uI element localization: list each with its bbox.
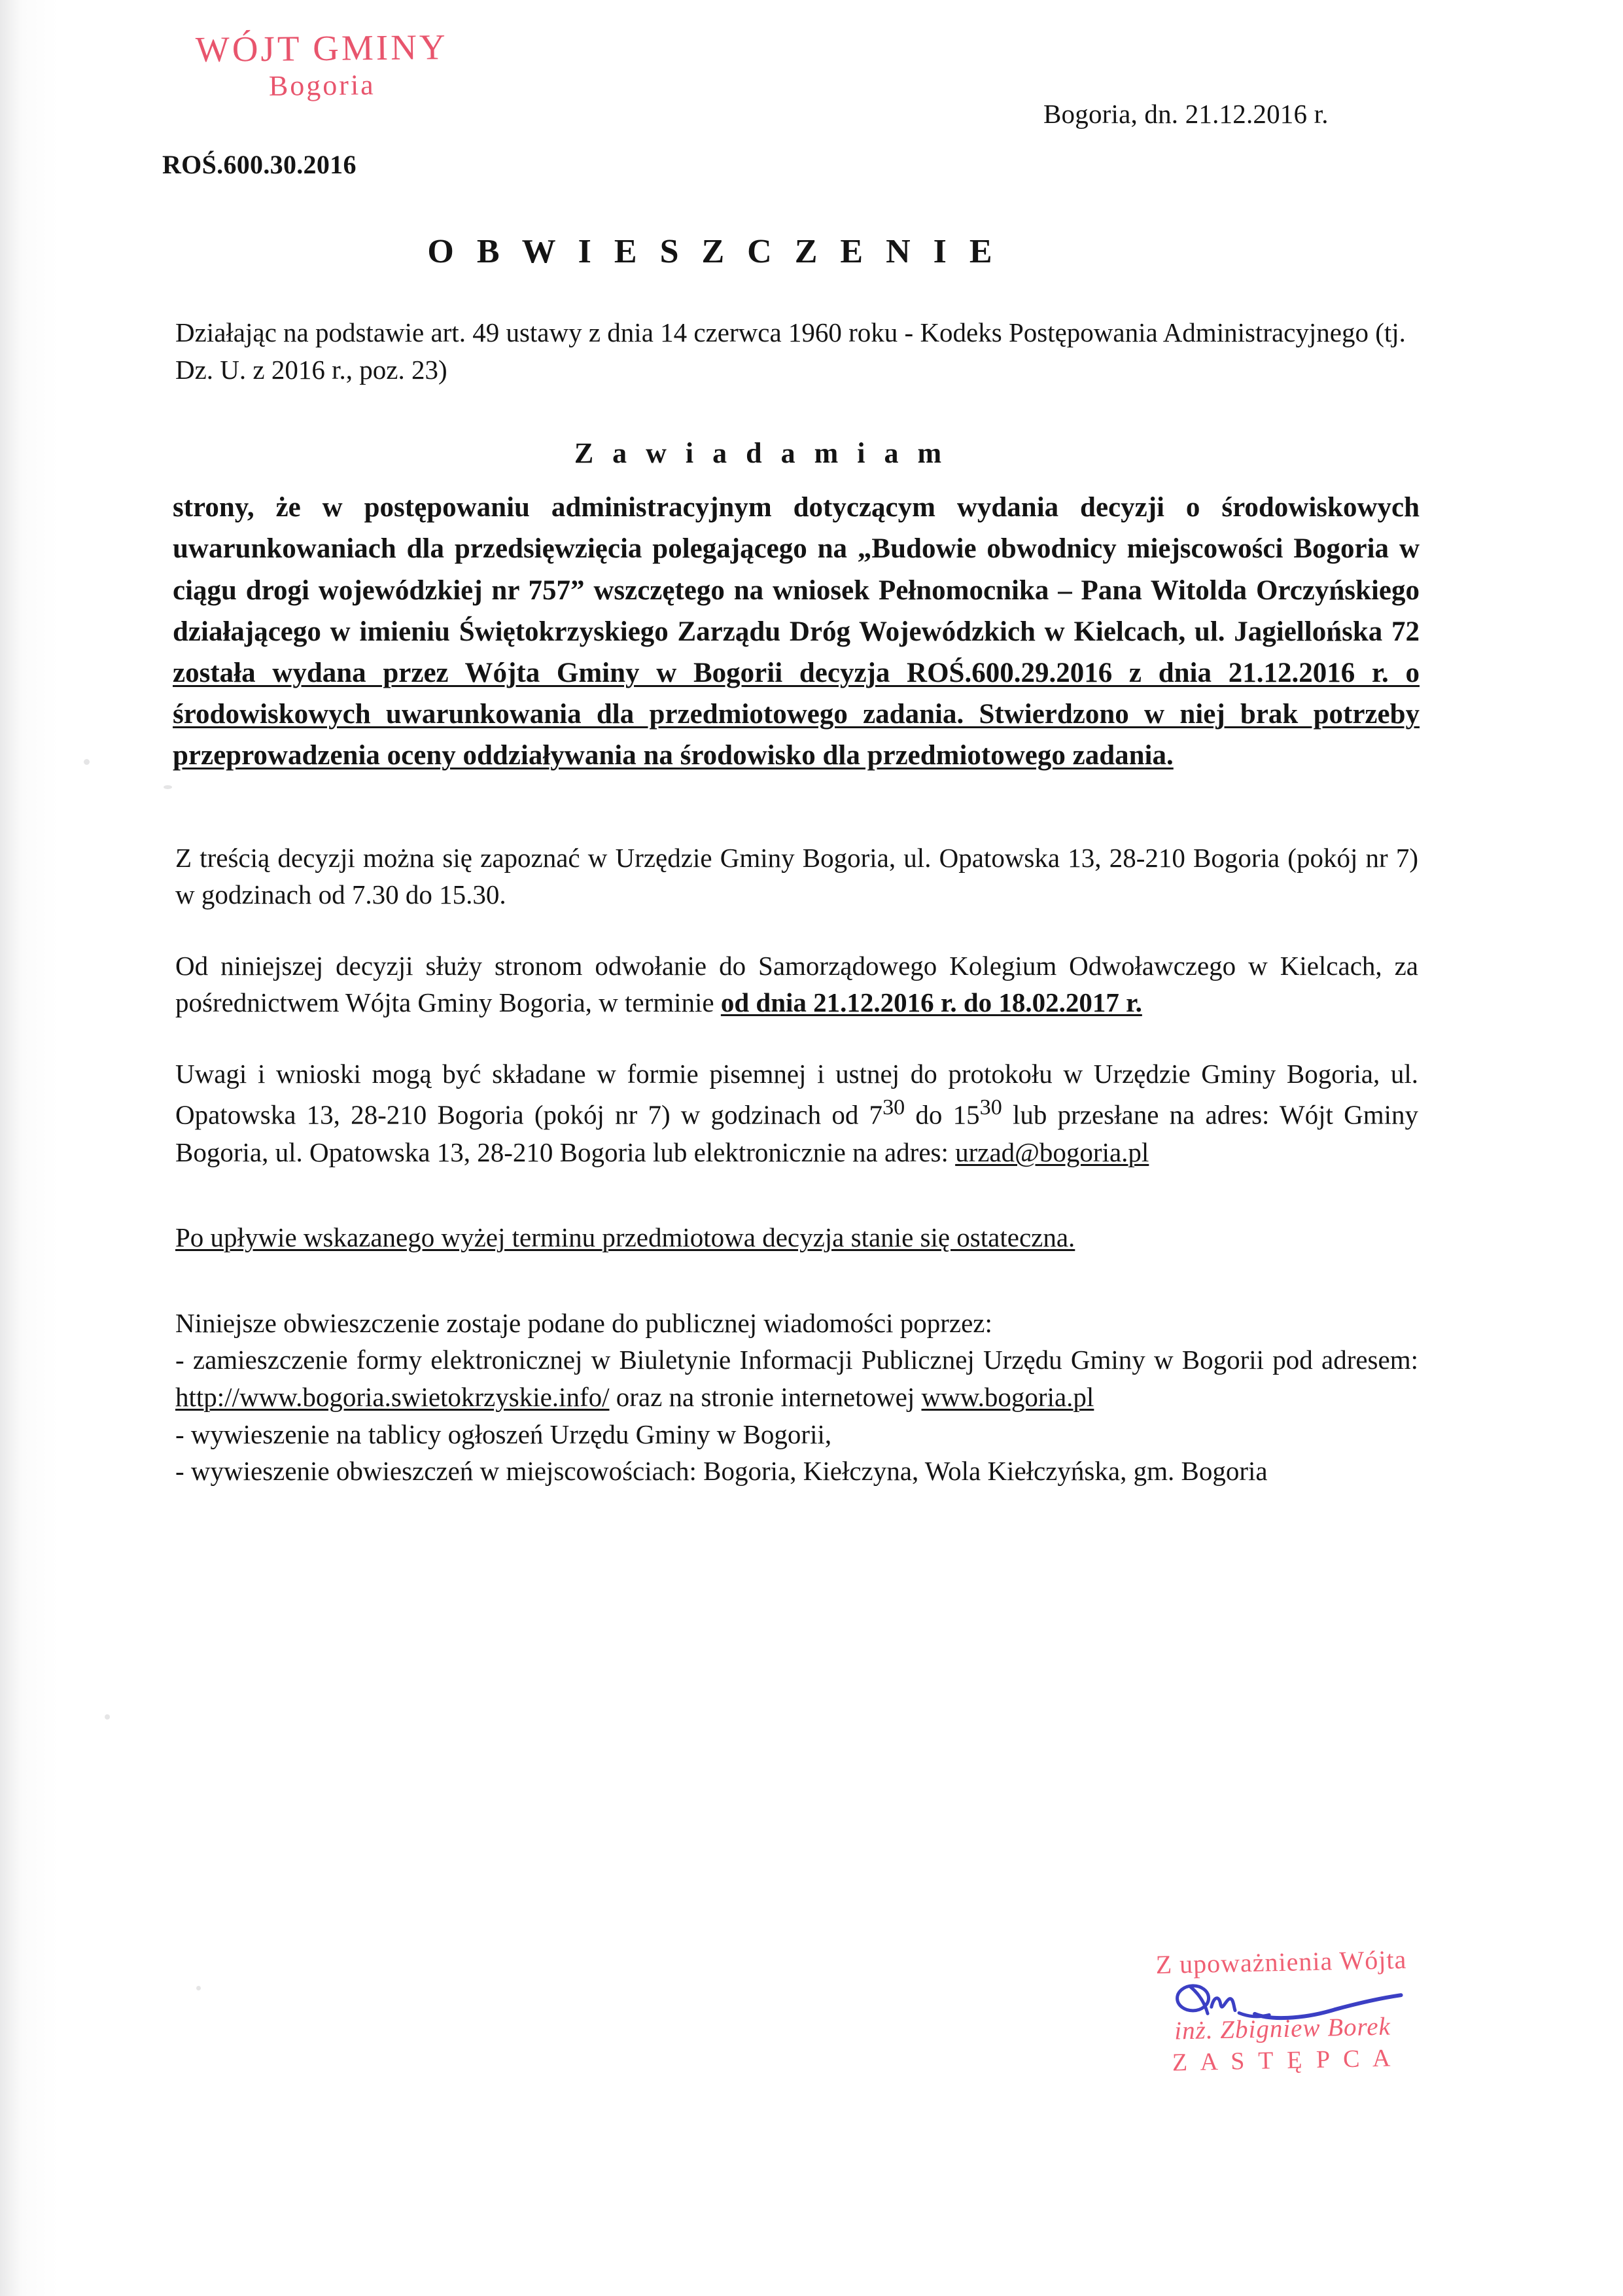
comments-part1: Uwagi i wnioski mogą być składane w formie pisemnej i ustnej do protokołu w Urzędzie Gminy Bogoria, ul. Opatowska 13, 28-210 Bogoria (pokój nr 7) w godzinach od 7	[175, 1058, 1418, 1131]
access-paragraph: Z treścią decyzji można się zapoznać w Urzędzie Gminy Bogoria, ul. Opatowska 13, 28-210 Bogoria (pokój nr 7) w godzinach od 7.30 do 15.30.	[175, 842, 1418, 910]
signature-authorization: Z upoważnienia Wójta	[1155, 1945, 1407, 1980]
publication-item-villages: - wywieszenie obwieszczeń w miejscowościach: Bogoria, Kiełczyna, Wola Kiełczyńska, gm. Bogoria	[175, 1456, 1268, 1487]
main-statement-underlined: została wydana przez Wójta Gminy w Bogorii decyzja ROŚ.600.29.2016 z dnia 21.12.2016 r. o środowiskowych uwarunkowania dla przedmiotowego zadania. Stwierdzono w niej brak potrzeby przeprowadzenia oceny oddziaływania na środowisko dla przedmiotowego zadania.	[173, 657, 1420, 771]
appeal-text: Od niniejszej decyzji służy stronom odwołanie do Samorządowego Kolegium Odwoławczego w Kielcach, za pośrednictwem Wójta Gminy Bogoria, w terminie	[175, 950, 1418, 1018]
comments-part3: lub przesłane na adres: Wójt Gminy Bogoria, ul. Opatowska 13, 28-210 Bogoria lub elektronicznie na adres:	[175, 1100, 1419, 1167]
scan-speck	[164, 785, 172, 789]
publication-item1-pre: - zamieszczenie formy elektronicznej w Biuletynie Informacji Publicznej Urzędu Gminy w Bogorii pod adresem:	[175, 1345, 1418, 1375]
comments-part2: do 15	[905, 1100, 980, 1131]
notify-heading: Z a w i a d a m i a m	[574, 437, 948, 470]
case-number: ROŚ.600.30.2016	[162, 150, 357, 179]
comments-sup-open: 30	[882, 1095, 905, 1120]
main-statement	[173, 487, 1420, 776]
page-title: O B W I E S Z C Z E N I E	[427, 233, 1000, 270]
office-stamp	[151, 28, 492, 101]
signature-name: inż. Zbigniew Borek	[1174, 2012, 1391, 2045]
intro-paragraph: Działając na podstawie art. 49 ustawy z dnia 14 czerwca 1960 roku - Kodeks Postępowania Administracyjnego (tj. Dz. U. z 2016 r., poz. 23)	[175, 317, 1406, 385]
comments-sup-close: 30	[979, 1095, 1002, 1120]
final-notice-text: Po upływie wskazanego wyżej terminu przedmiotowa decyzja stanie się ostateczna.	[175, 1222, 1075, 1253]
website-url-link[interactable]: www.bogoria.pl	[921, 1382, 1094, 1413]
signature-block	[1072, 1942, 1493, 2079]
appeal-deadline: od dnia 21.12.2016 r. do 18.02.2017 r.	[720, 987, 1142, 1018]
publication-item-board: - wywieszenie na tablicy ogłoszeń Urzędu Gminy w Bogorii,	[175, 1419, 832, 1449]
signature-role: Z A S T Ę P C A	[1172, 2044, 1395, 2077]
scan-speck	[84, 759, 90, 765]
office-stamp-line1: WÓJT GMINY	[195, 26, 448, 70]
document-body	[175, 314, 1418, 1490]
publication-item-electronic	[175, 1341, 1418, 1415]
email-link[interactable]: urzad@bogoria.pl	[955, 1137, 1149, 1167]
main-statement-plain: strony, że w postępowaniu administracyjnym dotyczącym wydania decyzji o środowiskowych uwarunkowaniach dla przedsięwzięcia polegającego na „Budowie obwodnicy miejscowości Bogoria w ciągu drogi wojewódzkiej nr 757” wszczętego na wniosek Pełnomocnika – Pana Witolda Orczyńskiego działającego w imieniu Świętokrzyskiego Zarządu Dróg Wojewódzkich w Kielcach, ul. Jagiellońska 72	[173, 492, 1420, 647]
comments-paragraph	[175, 1055, 1418, 1171]
dateline: Bogoria, dn. 21.12.2016 r.	[1043, 99, 1329, 129]
final-notice	[175, 1219, 1418, 1256]
publication-item1-mid: oraz na stronie internetowej	[609, 1382, 922, 1413]
office-stamp-line2: Bogoria	[268, 69, 375, 102]
scan-speck	[105, 1714, 110, 1720]
appeal-paragraph	[175, 947, 1418, 1021]
scan-speck	[196, 1986, 201, 1990]
publication-intro: Niniejsze obwieszczenie zostaje podane do publicznej wiadomości poprzez:	[175, 1307, 992, 1338]
bip-url-link[interactable]: http://www.bogoria.swietokrzyskie.info/	[175, 1382, 610, 1413]
